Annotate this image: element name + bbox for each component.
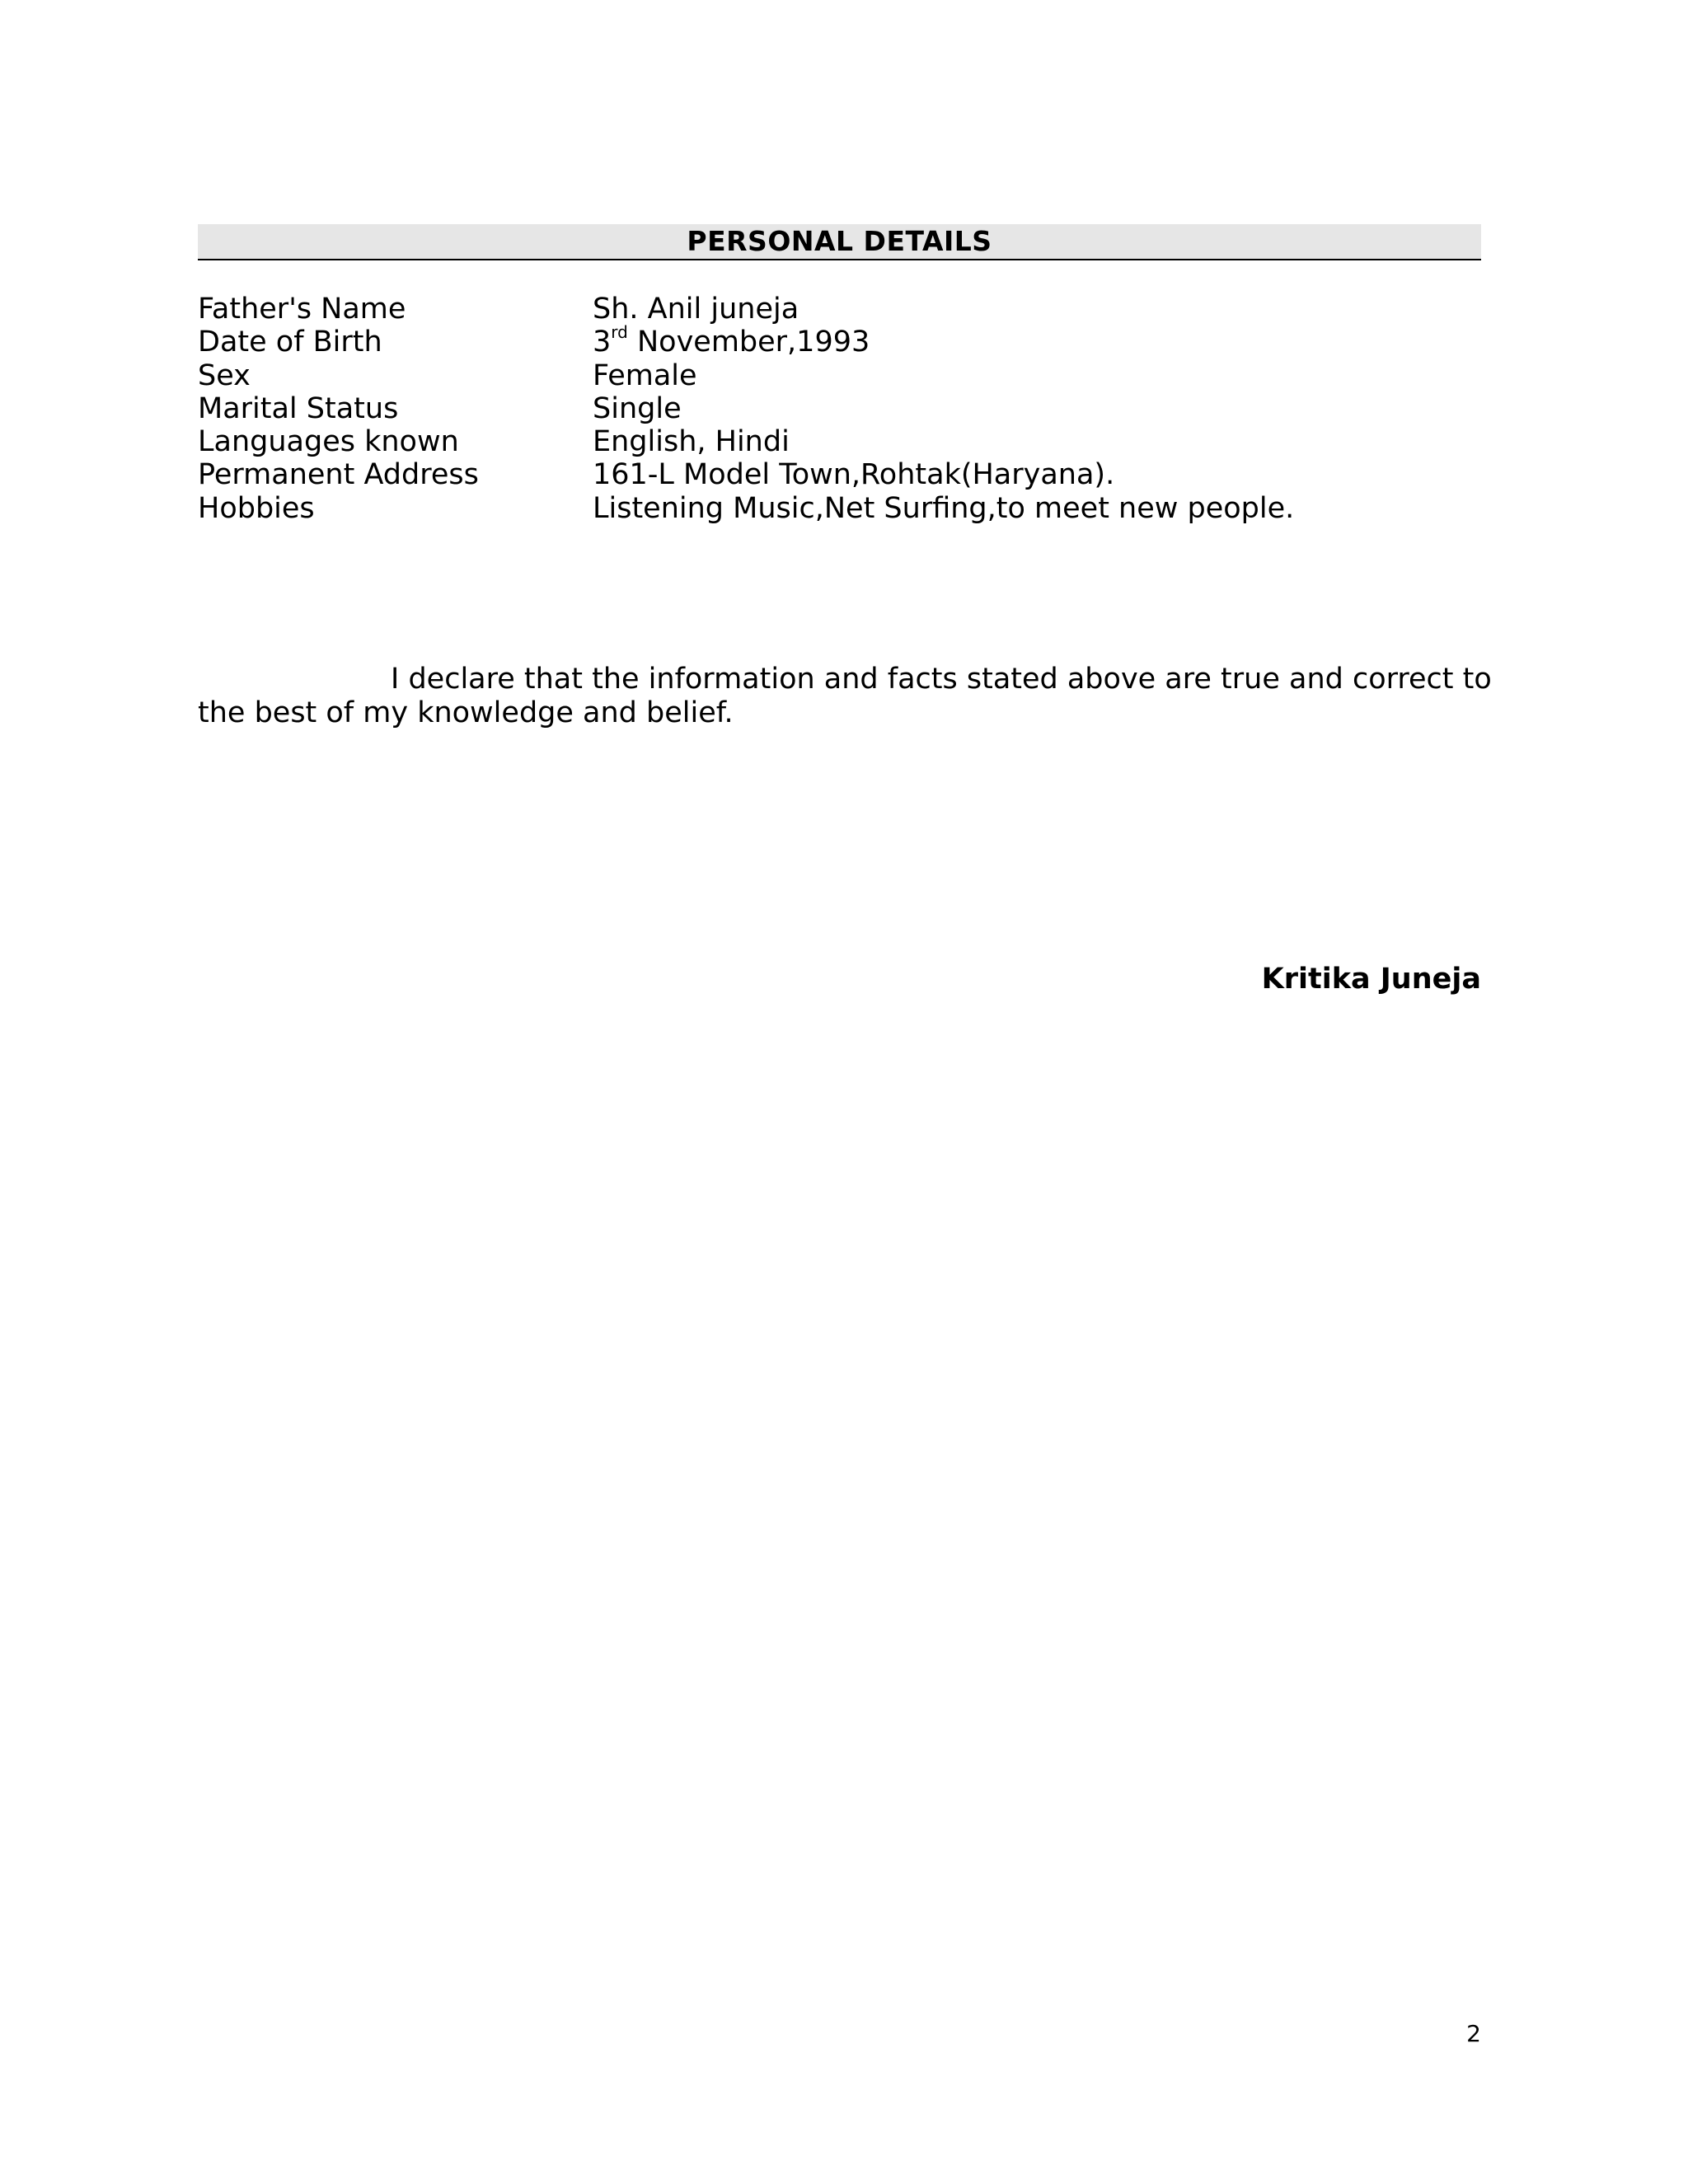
dob-ordinal-suffix: rd — [611, 322, 628, 343]
detail-value: Single — [593, 391, 682, 425]
detail-label: Sex — [198, 359, 251, 392]
personal-details-list — [198, 293, 1484, 525]
page-number: 2 — [1466, 2020, 1481, 2047]
detail-value: English, Hindi — [593, 425, 790, 459]
dob-month-year: November,1993 — [627, 326, 870, 359]
declaration-line-1: I declare that the information and facts stated above are true and correct to — [391, 663, 1492, 696]
detail-label: Marital Status — [198, 391, 399, 425]
section-title: PERSONAL DETAILS — [687, 225, 992, 257]
detail-value: Sh. Anil juneja — [593, 293, 799, 326]
detail-label: Hobbies — [198, 491, 315, 525]
detail-label: Languages known — [198, 425, 459, 459]
detail-label: Permanent Address — [198, 458, 479, 492]
declaration-line-2: the best of my knowledge and belief. — [198, 696, 734, 729]
personal-details-header — [198, 224, 1481, 260]
declaration-paragraph — [198, 663, 1492, 729]
detail-value — [593, 322, 870, 359]
detail-row-fathers-name — [198, 293, 1484, 326]
detail-row-date-of-birth — [198, 322, 1484, 359]
detail-label: Date of Birth — [198, 326, 382, 359]
dob-day: 3 — [593, 326, 612, 359]
detail-value: Listening Music,Net Surfing,to meet new people. — [593, 491, 1295, 525]
detail-value: Female — [593, 359, 697, 392]
detail-row-permanent-address — [198, 458, 1484, 491]
detail-row-languages — [198, 425, 1484, 458]
detail-row-marital-status — [198, 392, 1484, 425]
detail-value: 161-L Model Town,Rohtak(Haryana). — [593, 458, 1115, 492]
signature-name: Kritika Juneja — [1261, 963, 1481, 996]
detail-label: Father's Name — [198, 293, 406, 326]
detail-row-hobbies — [198, 492, 1484, 525]
detail-row-sex — [198, 359, 1484, 392]
